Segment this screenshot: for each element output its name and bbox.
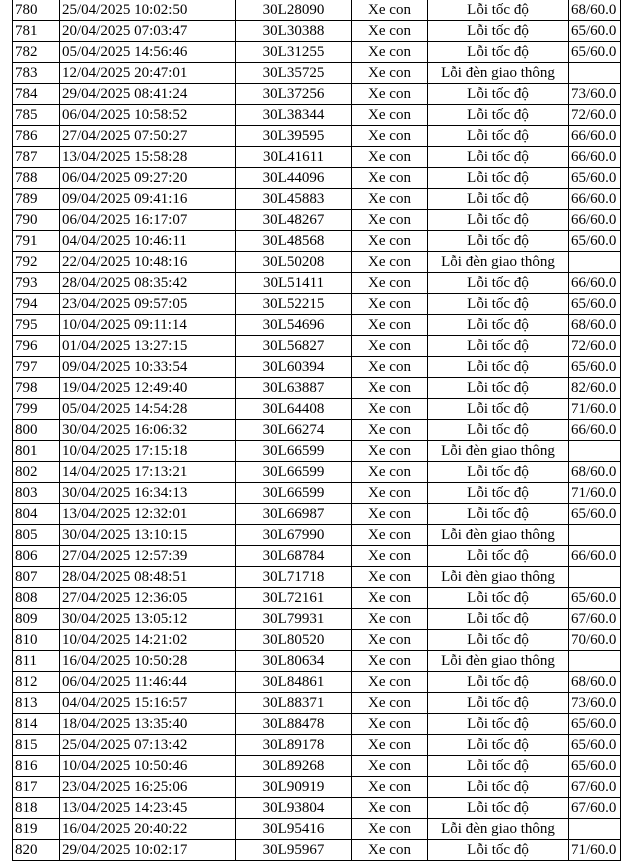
license-plate-cell: 30L66987: [236, 504, 352, 525]
speed-reading-cell: 70/60.0: [569, 630, 621, 651]
row-number-cell: 792: [13, 252, 60, 273]
violation-type-cell: Lỗi tốc độ: [428, 420, 569, 441]
license-plate-cell: 30L37256: [236, 84, 352, 105]
timestamp-cell: 28/04/2025 08:48:51: [60, 567, 236, 588]
row-number-cell: 796: [13, 336, 60, 357]
timestamp-cell: 06/04/2025 10:58:52: [60, 105, 236, 126]
speed-reading-cell: 65/60.0: [569, 231, 621, 252]
table-row: [13, 147, 621, 168]
table-row: [13, 714, 621, 735]
row-number-cell: 804: [13, 504, 60, 525]
violation-type-cell: Lỗi tốc độ: [428, 546, 569, 567]
vehicle-type-cell: Xe con: [352, 735, 428, 756]
table-row: [13, 420, 621, 441]
timestamp-cell: 04/04/2025 10:46:11: [60, 231, 236, 252]
speed-reading-cell: 66/60.0: [569, 147, 621, 168]
license-plate-cell: 30L56827: [236, 336, 352, 357]
table-row: [13, 168, 621, 189]
timestamp-cell: 23/04/2025 16:25:06: [60, 777, 236, 798]
violations-table: [12, 0, 621, 861]
license-plate-cell: 30L28090: [236, 0, 352, 21]
row-number-cell: 803: [13, 483, 60, 504]
table-row: [13, 735, 621, 756]
row-number-cell: 797: [13, 357, 60, 378]
vehicle-type-cell: Xe con: [352, 42, 428, 63]
violation-type-cell: Lỗi tốc độ: [428, 609, 569, 630]
timestamp-cell: 06/04/2025 11:46:44: [60, 672, 236, 693]
license-plate-cell: 30L50208: [236, 252, 352, 273]
vehicle-type-cell: Xe con: [352, 168, 428, 189]
vehicle-type-cell: Xe con: [352, 714, 428, 735]
timestamp-cell: 22/04/2025 10:48:16: [60, 252, 236, 273]
speed-reading-cell: 67/60.0: [569, 609, 621, 630]
table-row: [13, 105, 621, 126]
speed-reading-cell: 65/60.0: [569, 756, 621, 777]
row-number-cell: 789: [13, 189, 60, 210]
speed-reading-cell: [569, 441, 621, 462]
timestamp-cell: 05/04/2025 14:54:28: [60, 399, 236, 420]
table-row: [13, 357, 621, 378]
violation-type-cell: Lỗi tốc độ: [428, 210, 569, 231]
table-row: [13, 504, 621, 525]
license-plate-cell: 30L45883: [236, 189, 352, 210]
license-plate-cell: 30L38344: [236, 105, 352, 126]
table-row: [13, 63, 621, 84]
vehicle-type-cell: Xe con: [352, 609, 428, 630]
row-number-cell: 816: [13, 756, 60, 777]
violation-type-cell: Lỗi đèn giao thông: [428, 525, 569, 546]
row-number-cell: 783: [13, 63, 60, 84]
timestamp-cell: 30/04/2025 13:10:15: [60, 525, 236, 546]
license-plate-cell: 30L95416: [236, 819, 352, 840]
speed-reading-cell: 66/60.0: [569, 420, 621, 441]
vehicle-type-cell: Xe con: [352, 147, 428, 168]
license-plate-cell: 30L95967: [236, 840, 352, 861]
vehicle-type-cell: Xe con: [352, 357, 428, 378]
license-plate-cell: 30L66599: [236, 462, 352, 483]
vehicle-type-cell: Xe con: [352, 462, 428, 483]
violation-type-cell: Lỗi tốc độ: [428, 588, 569, 609]
row-number-cell: 800: [13, 420, 60, 441]
speed-reading-cell: 65/60.0: [569, 42, 621, 63]
violation-type-cell: Lỗi tốc độ: [428, 126, 569, 147]
row-number-cell: 806: [13, 546, 60, 567]
vehicle-type-cell: Xe con: [352, 399, 428, 420]
timestamp-cell: 29/04/2025 08:41:24: [60, 84, 236, 105]
vehicle-type-cell: Xe con: [352, 0, 428, 21]
row-number-cell: 811: [13, 651, 60, 672]
row-number-cell: 780: [13, 0, 60, 21]
table-row: [13, 546, 621, 567]
timestamp-cell: 04/04/2025 15:16:57: [60, 693, 236, 714]
vehicle-type-cell: Xe con: [352, 105, 428, 126]
row-number-cell: 813: [13, 693, 60, 714]
table-row: [13, 0, 621, 21]
vehicle-type-cell: Xe con: [352, 420, 428, 441]
license-plate-cell: 30L80520: [236, 630, 352, 651]
row-number-cell: 814: [13, 714, 60, 735]
timestamp-cell: 06/04/2025 09:27:20: [60, 168, 236, 189]
license-plate-cell: 30L88371: [236, 693, 352, 714]
speed-reading-cell: 68/60.0: [569, 462, 621, 483]
timestamp-cell: 13/04/2025 14:23:45: [60, 798, 236, 819]
table-row: [13, 399, 621, 420]
speed-reading-cell: 66/60.0: [569, 126, 621, 147]
table-row: [13, 588, 621, 609]
row-number-cell: 786: [13, 126, 60, 147]
speed-reading-cell: 72/60.0: [569, 105, 621, 126]
speed-reading-cell: 65/60.0: [569, 357, 621, 378]
timestamp-cell: 23/04/2025 09:57:05: [60, 294, 236, 315]
violation-type-cell: Lỗi tốc độ: [428, 630, 569, 651]
violation-type-cell: Lỗi tốc độ: [428, 294, 569, 315]
license-plate-cell: 30L66599: [236, 441, 352, 462]
table-row: [13, 483, 621, 504]
violation-type-cell: Lỗi đèn giao thông: [428, 819, 569, 840]
row-number-cell: 818: [13, 798, 60, 819]
vehicle-type-cell: Xe con: [352, 672, 428, 693]
row-number-cell: 781: [13, 21, 60, 42]
timestamp-cell: 10/04/2025 17:15:18: [60, 441, 236, 462]
timestamp-cell: 14/04/2025 17:13:21: [60, 462, 236, 483]
row-number-cell: 817: [13, 777, 60, 798]
violation-type-cell: Lỗi tốc độ: [428, 168, 569, 189]
violation-type-cell: Lỗi tốc độ: [428, 273, 569, 294]
vehicle-type-cell: Xe con: [352, 210, 428, 231]
row-number-cell: 802: [13, 462, 60, 483]
vehicle-type-cell: Xe con: [352, 189, 428, 210]
row-number-cell: 798: [13, 378, 60, 399]
speed-reading-cell: 65/60.0: [569, 504, 621, 525]
speed-reading-cell: 71/60.0: [569, 840, 621, 861]
row-number-cell: 820: [13, 840, 60, 861]
speed-reading-cell: 71/60.0: [569, 483, 621, 504]
violation-type-cell: Lỗi tốc độ: [428, 504, 569, 525]
violation-type-cell: Lỗi tốc độ: [428, 84, 569, 105]
table-row: [13, 777, 621, 798]
speed-reading-cell: [569, 651, 621, 672]
timestamp-cell: 27/04/2025 12:36:05: [60, 588, 236, 609]
table-row: [13, 609, 621, 630]
license-plate-cell: 30L84861: [236, 672, 352, 693]
vehicle-type-cell: Xe con: [352, 336, 428, 357]
speed-reading-cell: [569, 252, 621, 273]
timestamp-cell: 01/04/2025 13:27:15: [60, 336, 236, 357]
violation-type-cell: Lỗi tốc độ: [428, 42, 569, 63]
speed-reading-cell: 68/60.0: [569, 672, 621, 693]
violation-type-cell: Lỗi tốc độ: [428, 0, 569, 21]
vehicle-type-cell: Xe con: [352, 756, 428, 777]
table-row: [13, 525, 621, 546]
license-plate-cell: 30L79931: [236, 609, 352, 630]
table-row: [13, 819, 621, 840]
table-row: [13, 273, 621, 294]
violation-type-cell: Lỗi tốc độ: [428, 189, 569, 210]
timestamp-cell: 27/04/2025 12:57:39: [60, 546, 236, 567]
timestamp-cell: 29/04/2025 10:02:17: [60, 840, 236, 861]
speed-reading-cell: 73/60.0: [569, 84, 621, 105]
table-row: [13, 756, 621, 777]
row-number-cell: 809: [13, 609, 60, 630]
license-plate-cell: 30L93804: [236, 798, 352, 819]
license-plate-cell: 30L88478: [236, 714, 352, 735]
vehicle-type-cell: Xe con: [352, 651, 428, 672]
speed-reading-cell: 68/60.0: [569, 315, 621, 336]
vehicle-type-cell: Xe con: [352, 252, 428, 273]
violation-type-cell: Lỗi tốc độ: [428, 315, 569, 336]
table-row: [13, 840, 621, 861]
speed-reading-cell: 71/60.0: [569, 399, 621, 420]
row-number-cell: 788: [13, 168, 60, 189]
timestamp-cell: 27/04/2025 07:50:27: [60, 126, 236, 147]
row-number-cell: 787: [13, 147, 60, 168]
vehicle-type-cell: Xe con: [352, 630, 428, 651]
table-row: [13, 378, 621, 399]
timestamp-cell: 30/04/2025 16:34:13: [60, 483, 236, 504]
license-plate-cell: 30L51411: [236, 273, 352, 294]
speed-reading-cell: [569, 567, 621, 588]
violation-type-cell: Lỗi đèn giao thông: [428, 651, 569, 672]
table-row: [13, 294, 621, 315]
row-number-cell: 790: [13, 210, 60, 231]
timestamp-cell: 12/04/2025 20:47:01: [60, 63, 236, 84]
violation-type-cell: Lỗi tốc độ: [428, 756, 569, 777]
table-row: [13, 21, 621, 42]
timestamp-cell: 19/04/2025 12:49:40: [60, 378, 236, 399]
table-row: [13, 462, 621, 483]
table-row: [13, 231, 621, 252]
vehicle-type-cell: Xe con: [352, 231, 428, 252]
violation-type-cell: Lỗi tốc độ: [428, 693, 569, 714]
speed-reading-cell: 67/60.0: [569, 798, 621, 819]
license-plate-cell: 30L60394: [236, 357, 352, 378]
violation-type-cell: Lỗi tốc độ: [428, 735, 569, 756]
speed-reading-cell: 65/60.0: [569, 588, 621, 609]
row-number-cell: 791: [13, 231, 60, 252]
license-plate-cell: 30L68784: [236, 546, 352, 567]
license-plate-cell: 30L66599: [236, 483, 352, 504]
violation-type-cell: Lỗi tốc độ: [428, 798, 569, 819]
license-plate-cell: 30L67990: [236, 525, 352, 546]
speed-reading-cell: 66/60.0: [569, 210, 621, 231]
vehicle-type-cell: Xe con: [352, 504, 428, 525]
license-plate-cell: 30L30388: [236, 21, 352, 42]
speed-reading-cell: 65/60.0: [569, 714, 621, 735]
table-row: [13, 126, 621, 147]
license-plate-cell: 30L71718: [236, 567, 352, 588]
vehicle-type-cell: Xe con: [352, 546, 428, 567]
table-row: [13, 252, 621, 273]
row-number-cell: 782: [13, 42, 60, 63]
violation-type-cell: Lỗi tốc độ: [428, 672, 569, 693]
violation-type-cell: Lỗi đèn giao thông: [428, 252, 569, 273]
timestamp-cell: 10/04/2025 14:21:02: [60, 630, 236, 651]
row-number-cell: 795: [13, 315, 60, 336]
violation-type-cell: Lỗi tốc độ: [428, 399, 569, 420]
speed-reading-cell: 65/60.0: [569, 735, 621, 756]
table-row: [13, 798, 621, 819]
violation-type-cell: Lỗi tốc độ: [428, 714, 569, 735]
vehicle-type-cell: Xe con: [352, 567, 428, 588]
speed-reading-cell: 65/60.0: [569, 21, 621, 42]
license-plate-cell: 30L90919: [236, 777, 352, 798]
table-row: [13, 672, 621, 693]
vehicle-type-cell: Xe con: [352, 315, 428, 336]
timestamp-cell: 05/04/2025 14:56:46: [60, 42, 236, 63]
timestamp-cell: 10/04/2025 09:11:14: [60, 315, 236, 336]
vehicle-type-cell: Xe con: [352, 777, 428, 798]
speed-reading-cell: 68/60.0: [569, 0, 621, 21]
table-row: [13, 84, 621, 105]
license-plate-cell: 30L48267: [236, 210, 352, 231]
vehicle-type-cell: Xe con: [352, 525, 428, 546]
violation-type-cell: Lỗi tốc độ: [428, 840, 569, 861]
vehicle-type-cell: Xe con: [352, 483, 428, 504]
timestamp-cell: 13/04/2025 15:58:28: [60, 147, 236, 168]
license-plate-cell: 30L48568: [236, 231, 352, 252]
license-plate-cell: 30L31255: [236, 42, 352, 63]
license-plate-cell: 30L44096: [236, 168, 352, 189]
vehicle-type-cell: Xe con: [352, 63, 428, 84]
speed-reading-cell: 73/60.0: [569, 693, 621, 714]
speed-reading-cell: 66/60.0: [569, 546, 621, 567]
violation-type-cell: Lỗi đèn giao thông: [428, 567, 569, 588]
timestamp-cell: 18/04/2025 13:35:40: [60, 714, 236, 735]
table-row: [13, 336, 621, 357]
table-row: [13, 42, 621, 63]
vehicle-type-cell: Xe con: [352, 21, 428, 42]
row-number-cell: 810: [13, 630, 60, 651]
vehicle-type-cell: Xe con: [352, 693, 428, 714]
vehicle-type-cell: Xe con: [352, 441, 428, 462]
vehicle-type-cell: Xe con: [352, 798, 428, 819]
vehicle-type-cell: Xe con: [352, 378, 428, 399]
row-number-cell: 807: [13, 567, 60, 588]
speed-reading-cell: 67/60.0: [569, 777, 621, 798]
license-plate-cell: 30L41611: [236, 147, 352, 168]
license-plate-cell: 30L39595: [236, 126, 352, 147]
timestamp-cell: 16/04/2025 10:50:28: [60, 651, 236, 672]
timestamp-cell: 28/04/2025 08:35:42: [60, 273, 236, 294]
violation-type-cell: Lỗi tốc độ: [428, 462, 569, 483]
violation-type-cell: Lỗi tốc độ: [428, 105, 569, 126]
row-number-cell: 785: [13, 105, 60, 126]
speed-reading-cell: [569, 819, 621, 840]
vehicle-type-cell: Xe con: [352, 273, 428, 294]
row-number-cell: 805: [13, 525, 60, 546]
timestamp-cell: 30/04/2025 13:05:12: [60, 609, 236, 630]
timestamp-cell: 10/04/2025 10:50:46: [60, 756, 236, 777]
timestamp-cell: 16/04/2025 20:40:22: [60, 819, 236, 840]
speed-reading-cell: 66/60.0: [569, 189, 621, 210]
speed-reading-cell: 82/60.0: [569, 378, 621, 399]
row-number-cell: 819: [13, 819, 60, 840]
violation-type-cell: Lỗi tốc độ: [428, 777, 569, 798]
row-number-cell: 812: [13, 672, 60, 693]
timestamp-cell: 09/04/2025 09:41:16: [60, 189, 236, 210]
license-plate-cell: 30L63887: [236, 378, 352, 399]
license-plate-cell: 30L54696: [236, 315, 352, 336]
speed-reading-cell: 65/60.0: [569, 168, 621, 189]
license-plate-cell: 30L89178: [236, 735, 352, 756]
row-number-cell: 784: [13, 84, 60, 105]
table-row: [13, 441, 621, 462]
speed-reading-cell: 66/60.0: [569, 273, 621, 294]
table-row: [13, 189, 621, 210]
speed-reading-cell: [569, 525, 621, 546]
violation-type-cell: Lỗi tốc độ: [428, 21, 569, 42]
speed-reading-cell: [569, 63, 621, 84]
table-row: [13, 567, 621, 588]
violation-type-cell: Lỗi tốc độ: [428, 483, 569, 504]
vehicle-type-cell: Xe con: [352, 294, 428, 315]
license-plate-cell: 30L52215: [236, 294, 352, 315]
license-plate-cell: 30L66274: [236, 420, 352, 441]
license-plate-cell: 30L89268: [236, 756, 352, 777]
table-row: [13, 651, 621, 672]
row-number-cell: 793: [13, 273, 60, 294]
row-number-cell: 808: [13, 588, 60, 609]
license-plate-cell: 30L35725: [236, 63, 352, 84]
row-number-cell: 801: [13, 441, 60, 462]
violations-table-body: [13, 0, 621, 861]
table-row: [13, 630, 621, 651]
violation-type-cell: Lỗi đèn giao thông: [428, 63, 569, 84]
table-row: [13, 210, 621, 231]
row-number-cell: 799: [13, 399, 60, 420]
table-row: [13, 693, 621, 714]
timestamp-cell: 09/04/2025 10:33:54: [60, 357, 236, 378]
timestamp-cell: 25/04/2025 10:02:50: [60, 0, 236, 21]
table-row: [13, 315, 621, 336]
violation-type-cell: Lỗi tốc độ: [428, 336, 569, 357]
vehicle-type-cell: Xe con: [352, 126, 428, 147]
timestamp-cell: 13/04/2025 12:32:01: [60, 504, 236, 525]
violation-type-cell: Lỗi tốc độ: [428, 378, 569, 399]
vehicle-type-cell: Xe con: [352, 840, 428, 861]
timestamp-cell: 20/04/2025 07:03:47: [60, 21, 236, 42]
speed-reading-cell: 72/60.0: [569, 336, 621, 357]
violation-type-cell: Lỗi tốc độ: [428, 147, 569, 168]
license-plate-cell: 30L64408: [236, 399, 352, 420]
vehicle-type-cell: Xe con: [352, 819, 428, 840]
timestamp-cell: 30/04/2025 16:06:32: [60, 420, 236, 441]
vehicle-type-cell: Xe con: [352, 588, 428, 609]
violation-type-cell: Lỗi tốc độ: [428, 231, 569, 252]
vehicle-type-cell: Xe con: [352, 84, 428, 105]
speed-reading-cell: 65/60.0: [569, 294, 621, 315]
violation-type-cell: Lỗi tốc độ: [428, 357, 569, 378]
violation-type-cell: Lỗi đèn giao thông: [428, 441, 569, 462]
row-number-cell: 794: [13, 294, 60, 315]
license-plate-cell: 30L80634: [236, 651, 352, 672]
timestamp-cell: 06/04/2025 16:17:07: [60, 210, 236, 231]
timestamp-cell: 25/04/2025 07:13:42: [60, 735, 236, 756]
row-number-cell: 815: [13, 735, 60, 756]
license-plate-cell: 30L72161: [236, 588, 352, 609]
